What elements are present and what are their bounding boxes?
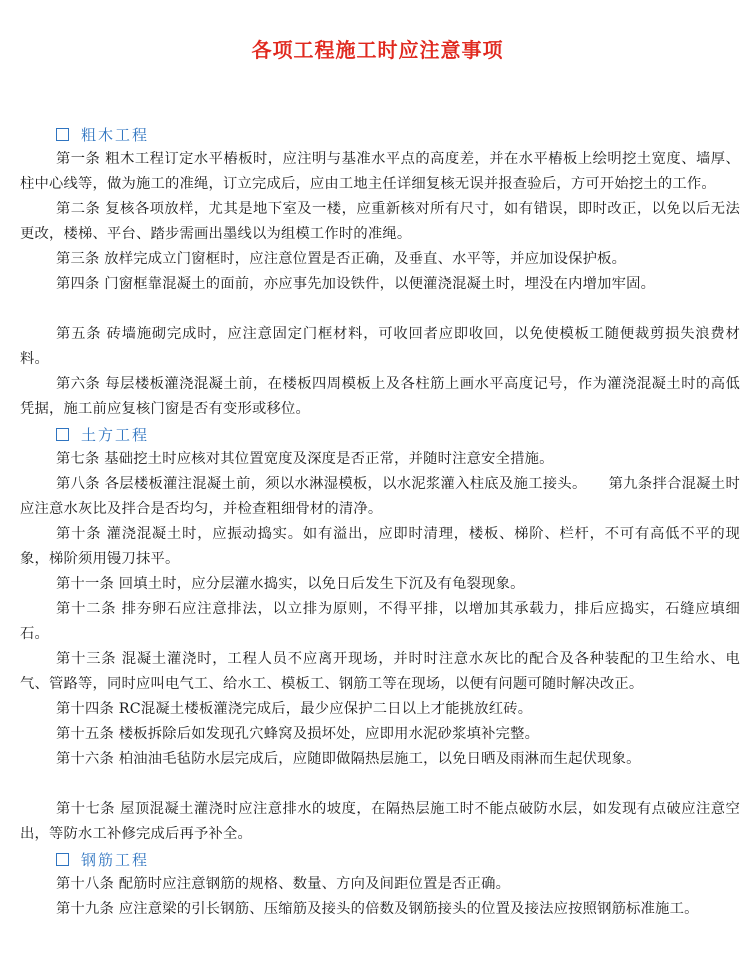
section-heading	[56, 122, 740, 147]
article-paragraph: 第十五条 楼板拆除后如发现孔穴蜂窝及损坏处，应即用水泥砂浆填补完整。	[56, 726, 540, 742]
article-paragraph: 第三条 放样完成立门窗框时，应注意位置是否正确，及垂直、水平等，并应加设保护板。	[56, 251, 627, 267]
blank-line	[20, 297, 740, 322]
checkbox-square-icon	[56, 428, 69, 441]
section-heading-text: 钢筋工程	[81, 851, 150, 869]
article-paragraph: 第四条 门窗框靠混凝土的面前，亦应事先加设铁件，以便灌浇混凝土时，埋没在内增加牢固。	[56, 276, 656, 292]
article-paragraph: 第五条 砖墙施砌完成时，应注意固定门框材料，可收回者应即收回，以免使模板工随便裁剪损失浪费材料。	[20, 326, 740, 367]
section-heading	[56, 847, 740, 872]
article-paragraph: 第十九条 应注意梁的引长钢筋、压缩筋及接头的倍数及钢筋接头的位置及接法应按照钢筋标准施工。	[56, 901, 699, 917]
document-body	[20, 122, 740, 922]
article-paragraph: 第七条 基础挖土时应核对其位置宽度及深度是否正常，并随时注意安全措施。	[56, 451, 554, 467]
article-paragraph: 第十一条 回填土时，应分层灌水捣实，以免日后发生下沉及有龟裂现象。	[56, 576, 525, 592]
section-heading-text: 粗木工程	[81, 126, 150, 144]
article-paragraph: 第十条 灌浇混凝土时，应振动捣实。如有溢出，应即时清理，楼板、梯阶、栏杆，不可有高低不平的现象，梯阶须用镘刀抹平。	[20, 526, 740, 567]
article-paragraph: 第二条 复核各项放样，尤其是地下室及一楼，应重新核对所有尺寸，如有错误，即时改正，以免以后无法更改，楼梯、平台、踏步需画出墨线以为组模工作时的准绳。	[20, 201, 740, 242]
blank-line	[20, 772, 740, 797]
article-paragraph: 第十六条 柏油油毛毡防水层完成后，应随即做隔热层施工，以免日晒及雨淋而生起伏现象。	[56, 751, 641, 767]
checkbox-square-icon	[56, 853, 69, 866]
section-heading	[56, 422, 740, 447]
article-paragraph: 第十七条 屋顶混凝土灌浇时应注意排水的坡度，在隔热层施工时不能点破防水层，如发现有点破应注意空出，等防水工补修完成后再予补全。	[20, 801, 740, 842]
checkbox-square-icon	[56, 128, 69, 141]
document-title: 各项工程施工时应注意事项	[251, 38, 504, 62]
article-paragraph: 第十四条 RC混凝土楼板灌浇完成后，最少应保护二日以上才能挑放红砖。	[56, 701, 533, 717]
article-paragraph: 第六条 每层楼板灌浇混凝土前，在楼板四周模板上及各柱筋上画水平高度记号，作为灌浇混凝土时的高低凭据，施工前应复核门窗是否有变形或移位。	[20, 376, 740, 417]
article-paragraph: 第一条 粗木工程订定水平樁板时，应注明与基准水平点的高度差，并在水平樁板上绘明挖土宽度、墙厚、柱中心线等，做为施工的准绳，订立完成后，应由工地主任详细复核无误并报查验后，方可开始挖土的工作。	[20, 151, 740, 192]
article-paragraph: 第十八条 配筋时应注意钢筋的规格、数量、方向及间距位置是否正确。	[56, 876, 511, 892]
article-paragraph: 第十三条 混凝土灌浇时，工程人员不应离开现场，并时时注意水灰比的配合及各种装配的卫生给水、电气、管路等，同时应叫电气工、给水工、模板工、钢筋工等在现场，以便有问题可随时解决改正。	[20, 651, 740, 692]
article-paragraph: 第十二条 排夯卵石应注意排法，以立排为原则，不得平排，以增加其承载力，排后应捣实，石缝应填细石。	[20, 601, 740, 642]
section-heading-text: 土方工程	[81, 426, 150, 444]
article-paragraph: 第八条 各层楼板灌注混凝土前，须以水淋湿模板，以水泥浆灌入柱底及施工接头。 第九条拌合混凝土时应注意水灰比及拌合是否均匀，并检查粗细骨材的清净。	[20, 476, 740, 517]
